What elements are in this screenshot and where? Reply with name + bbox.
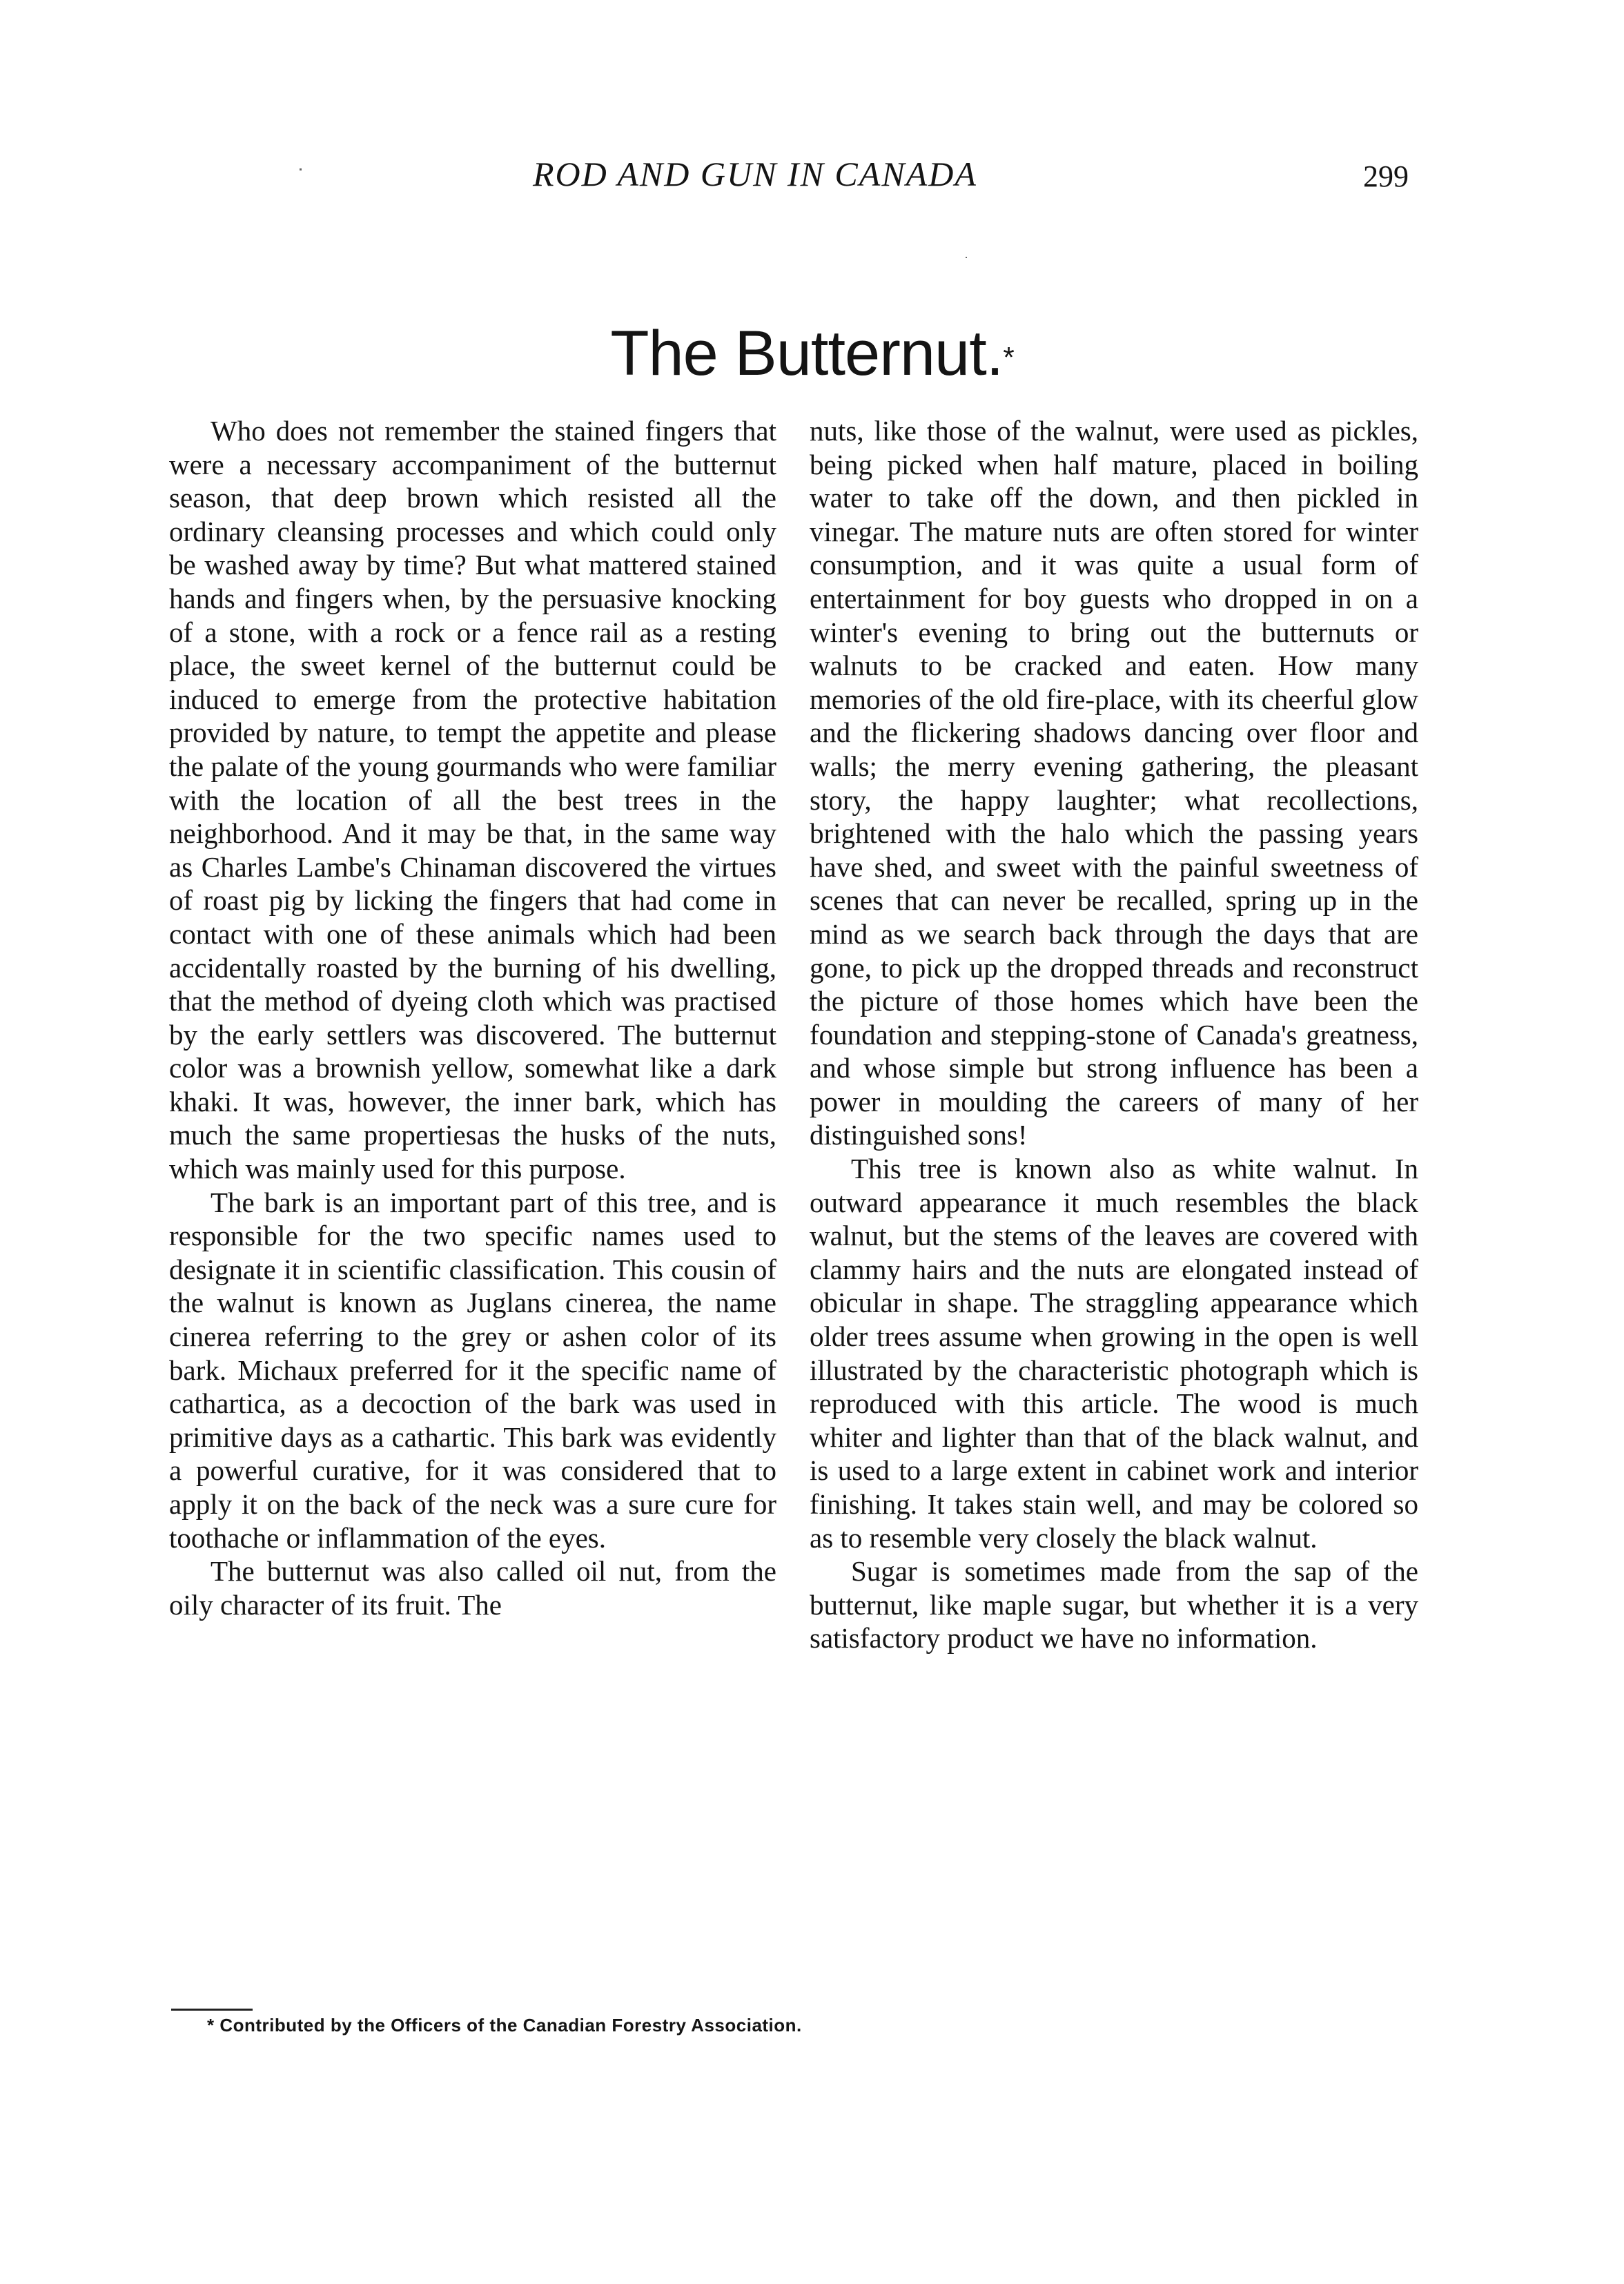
page-number: 299	[1363, 159, 1409, 193]
footnote: * Contributed by the Officers of the Canadian Forestry Association.	[207, 2015, 802, 2036]
right-column	[810, 414, 1418, 1655]
article-title-text: The Butternut.	[610, 318, 1004, 389]
title-footnote-mark: *	[1003, 341, 1014, 373]
paragraph: Who does not remember the stained fingers that were a necessary accompaniment of the butternut season, that deep brown which resisted all the ordinary cleansing processes and which could only be washed away by time? But what mattered stained hands and fingers when, by the persuasive knocking of a stone, with a rock or a fence rail as a resting place, the sweet kernel of the butternut could be induced to emerge from the protective habitation provided by nature, to tempt the appetite and please the palate of the young gourmands who were familiar with the location of all the best trees in the neighborhood. And it may be that, in the same way as Charles Lambe's Chinaman discovered the virtues of roast pig by licking the fingers that had come in contact with one of these animals which had been accidentally roasted by the burning of his dwelling, that the method of dyeing cloth which was practised by the early settlers was discovered. The butternut color was a brownish yellow, somewhat like a dark khaki. It was, however, the inner bark, which has much the same propertiesas the husks of the nuts, which was mainly used for this purpose.	[169, 415, 776, 1185]
left-column	[169, 414, 776, 1621]
print-speck	[966, 257, 967, 258]
running-title: ROD AND GUN IN CANADA	[533, 155, 977, 193]
article-title	[0, 312, 1624, 395]
print-speck	[300, 168, 302, 170]
paragraph: The butternut was also called oil nut, from the oily character of its fruit. The	[169, 1555, 776, 1621]
paragraph: Sugar is sometimes made from the sap of the butternut, like maple sugar, but whether it is a very satisfactory product we have no information.	[810, 1555, 1418, 1655]
paragraph: The bark is an important part of this tree, and is responsible for the two specific names used to designate it in scientific classification. This cousin of the walnut is known as Juglans cinerea, the name cinerea referring to the grey or ashen color of its bark. Michaux preferred for it the specific name of cathartica, as a decoction of the bark was used in primitive days as a cathartic. This bark was evidently a powerful curative, for it was considered that to apply it on the back of the neck was a sure cure for toothache or inflammation of the eyes.	[169, 1186, 776, 1554]
paragraph: This tree is known also as white walnut. In outward appearance it much resembles the black walnut, but the stems of the leaves are covered with clammy hairs and the nuts are elongated instead of obicular in shape. The straggling appearance which older trees assume when growing in the open is well illustrated by the characteristic photograph which is reproduced with this article. The wood is much whiter and lighter than that of the black walnut, and is used to a large extent in cabinet work and interior finishing. It takes stain well, and may be colored so as to resemble very closely the black walnut.	[810, 1153, 1418, 1554]
footnote-rule	[171, 2009, 253, 2011]
paragraph: nuts, like those of the walnut, were used as pickles, being picked when half mature, placed in boiling water to take off the down, and then pickled in vinegar. The mature nuts are often stored for winter consumption, and it was quite a usual form of entertainment for boy guests who dropped in on a winter's evening to bring out the butternuts or walnuts to be cracked and eaten. How many memories of the old fire-place, with its cheerful glow and the flickering shadows dancing over floor and walls; the merry evening gathering, the pleasant story, the happy laughter; what recollections, brightened with the halo which the passing years have shed, and sweet with the painful sweetness of scenes that can never be recalled, spring up in the mind as we search back through the days that are gone, to pick up the dropped threads and reconstruct the picture of those homes which have been the foundation and stepping-stone of Canada's greatness, and whose simple but strong influence has been a power in moulding the careers of many of her distinguished sons!	[810, 415, 1418, 1151]
running-head	[0, 153, 1624, 195]
